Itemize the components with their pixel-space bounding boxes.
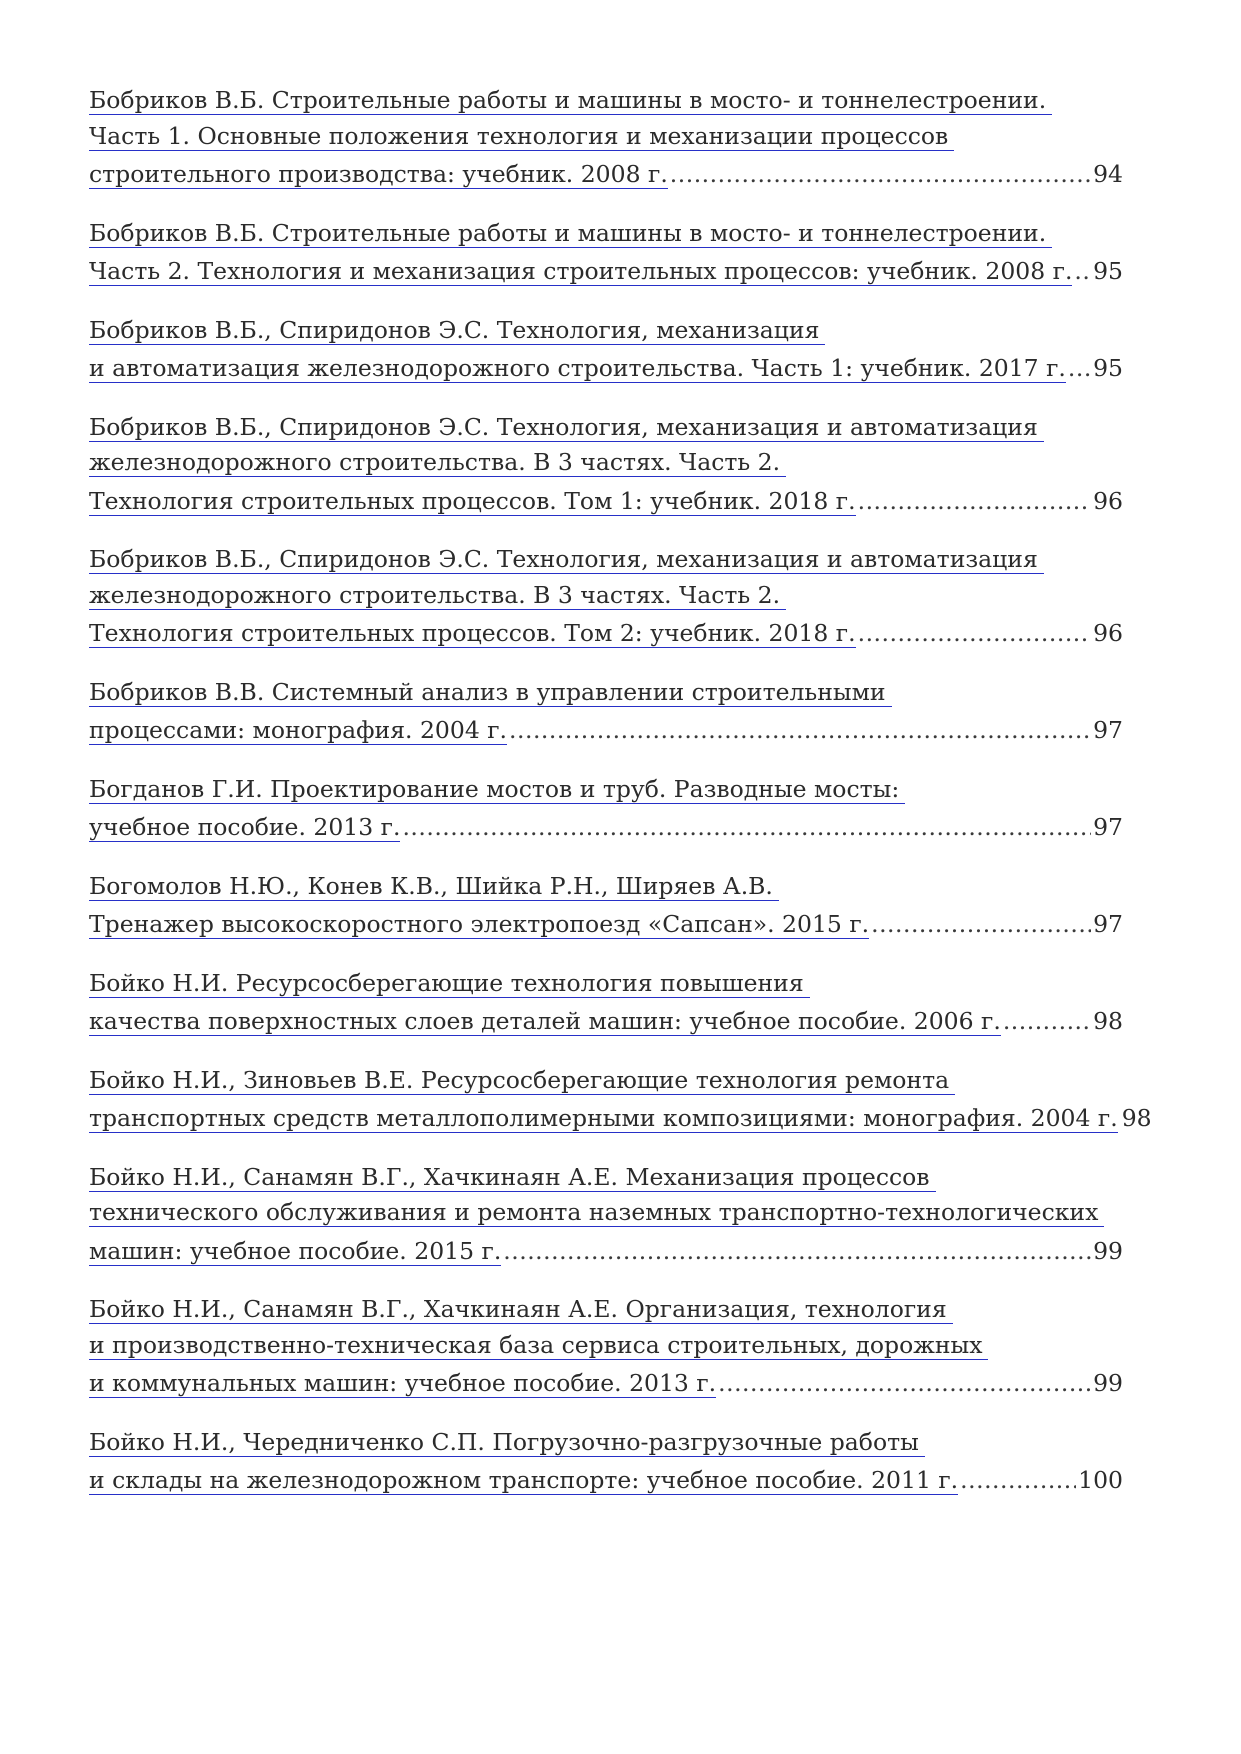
toc-entry-line [89, 1198, 1123, 1234]
toc-entry-last-line [89, 616, 1123, 652]
toc-entry-link[interactable]: Бобриков В.Б., Спиридонов Э.С. Технология, механизация и автоматизация [89, 545, 1044, 574]
toc-entry[interactable] [89, 775, 1123, 846]
toc-page-number[interactable]: 95 [1093, 354, 1123, 382]
toc-entry-line [89, 219, 1123, 255]
dot-leader [402, 810, 1091, 846]
toc-entry-link[interactable]: Бобриков В.Б. Строительные работы и машины в мосто- и тоннелестроении. [89, 219, 1052, 248]
dot-leader [718, 1366, 1091, 1402]
dot-leader [1003, 1004, 1091, 1040]
toc-entry[interactable] [89, 413, 1123, 520]
toc-entry[interactable] [89, 969, 1123, 1040]
toc-entry-link[interactable]: процессами: монография. 2004 г. [89, 716, 508, 744]
toc-entry[interactable] [89, 1295, 1123, 1402]
toc-entry-last-line [89, 484, 1123, 520]
toc-entry[interactable] [89, 1163, 1123, 1270]
toc-entry-link[interactable]: технического обслуживания и ремонта наземных транспортно-технологических [89, 1198, 1104, 1227]
toc-entry-link[interactable]: и производственно-техническая база сервиса строительных, дорожных [89, 1331, 988, 1360]
dot-leader [509, 713, 1091, 749]
toc-page-number[interactable]: 98 [1093, 1007, 1123, 1035]
toc-entry-link[interactable]: Часть 1. Основные положения технология и механизации процессов [89, 122, 954, 151]
toc-entry-link[interactable]: Бойко Н.И. Ресурсосберегающие технология повышения [89, 969, 810, 998]
dot-leader [1074, 254, 1091, 290]
toc-entry-line [89, 1163, 1123, 1199]
toc-entry-link[interactable]: Технология строительных процессов. Том 1: учебник. 2018 г. [89, 486, 856, 515]
toc-entry-line [89, 775, 1123, 811]
toc-entry-line [89, 1428, 1123, 1464]
toc-entry-last-line [89, 1234, 1123, 1270]
dot-leader [960, 1463, 1076, 1499]
toc-entry[interactable] [89, 678, 1123, 749]
toc-entry[interactable] [89, 316, 1123, 387]
toc-entry-line [89, 1295, 1123, 1331]
toc-entry-line [89, 678, 1123, 714]
toc-entry-line [89, 448, 1123, 484]
toc-page-number[interactable]: 100 [1078, 1466, 1123, 1494]
toc-entry-line [89, 545, 1123, 581]
toc-entry-last-line [89, 157, 1123, 193]
toc-entry-link[interactable]: и коммунальных машин: учебное пособие. 2013 г. [89, 1369, 717, 1397]
dot-leader [1068, 351, 1091, 387]
toc-page-number[interactable]: 96 [1093, 486, 1123, 515]
toc-entry[interactable] [89, 1065, 1152, 1137]
toc-entry-link[interactable]: Бобриков В.Б., Спиридонов Э.С. Технология, механизация и автоматизация [89, 413, 1044, 442]
dot-leader [503, 1234, 1091, 1270]
toc-page-number[interactable]: 97 [1093, 813, 1123, 841]
toc-entry-last-line [89, 1463, 1123, 1499]
toc-entry-link[interactable]: Бобриков В.В. Системный анализ в управлении строительными [89, 678, 892, 707]
toc-entry-link[interactable]: Бойко Н.И., Чередниченко С.П. Погрузочно-разгрузочные работы [89, 1428, 925, 1457]
toc-entry-link[interactable]: строительного производства: учебник. 2008 г. [89, 160, 668, 188]
toc-page-number[interactable]: 99 [1093, 1369, 1123, 1397]
toc-entry[interactable] [89, 219, 1123, 290]
dot-leader [858, 616, 1092, 652]
toc-page-number[interactable]: 97 [1093, 910, 1123, 938]
toc-entry-line [89, 969, 1123, 1005]
toc-entry-last-line [89, 907, 1123, 943]
toc-entry[interactable] [89, 1428, 1123, 1499]
toc-entry-link[interactable]: и автоматизация железнодорожного строительства. Часть 1: учебник. 2017 г. [89, 354, 1066, 382]
toc-entry-last-line [89, 713, 1123, 749]
toc-entry-link[interactable]: Бобриков В.Б. Строительные работы и машины в мосто- и тоннелестроении. [89, 86, 1052, 115]
toc-entry-link[interactable]: железнодорожного строительства. В 3 частях. Часть 2. [89, 448, 786, 477]
toc-entry-line [89, 581, 1123, 617]
toc-entry-link[interactable]: железнодорожного строительства. В 3 частях. Часть 2. [89, 581, 786, 610]
toc-page-number[interactable]: 95 [1093, 257, 1123, 285]
toc-entry[interactable] [89, 872, 1123, 943]
toc-page-number[interactable]: 96 [1093, 619, 1123, 647]
toc-entry-last-line [89, 1004, 1123, 1040]
toc-entry-last-line [89, 351, 1123, 387]
dot-leader [858, 484, 1092, 520]
toc-entry-link[interactable]: качества поверхностных слоев деталей машин: учебное пособие. 2006 г. [89, 1007, 1001, 1035]
toc-entry-link[interactable]: Богданов Г.И. Проектирование мостов и труб. Разводные мосты: [89, 775, 905, 804]
toc-entry-last-line [89, 1366, 1123, 1402]
toc-entry-link[interactable]: Технология строительных процессов. Том 2: учебник. 2018 г. [89, 619, 856, 647]
toc-entry-link[interactable]: Бойко Н.И., Санамян В.Г., Хачкинаян А.Е. Организация, технология [89, 1295, 953, 1324]
toc-entry-line [89, 872, 1123, 908]
dot-leader [871, 907, 1091, 943]
toc-page-number[interactable]: 98 [1121, 1104, 1152, 1132]
toc-entry-link[interactable]: Бобриков В.Б., Спиридонов Э.С. Технология, механизация [89, 316, 825, 345]
toc-page-number[interactable]: 99 [1093, 1236, 1123, 1265]
toc-entry-link[interactable]: Тренажер высокоскоростного электропоезд «Сапсан». 2015 г. [89, 910, 870, 938]
toc-entry-link[interactable]: транспортных средств металлополимерными композициями: монография. 2004 г. [89, 1104, 1118, 1132]
toc-entry[interactable] [89, 86, 1123, 193]
toc-entry-line [89, 413, 1123, 449]
toc-entry-line [89, 122, 1123, 158]
toc-entry-line [89, 1331, 1123, 1367]
toc-entry-link[interactable]: Богомолов Н.Ю., Конев К.В., Шийка Р.Н., Ширяев А.В. [89, 872, 779, 901]
toc-entry-link[interactable]: учебное пособие. 2013 г. [89, 813, 401, 841]
toc-entry-link[interactable]: Бойко Н.И., Зиновьев В.Е. Ресурсосберегающие технология ремонта [89, 1066, 955, 1095]
toc-entry-line [89, 1066, 1123, 1102]
toc-entry-link[interactable]: машин: учебное пособие. 2015 г. [89, 1236, 502, 1265]
toc-entry-last-line [89, 1101, 1152, 1137]
toc-entry-line [89, 316, 1123, 352]
toc-entry-link[interactable]: и склады на железнодорожном транспорте: учебное пособие. 2011 г. [89, 1466, 959, 1494]
table-of-contents [89, 86, 1152, 1499]
toc-entry-last-line [89, 254, 1123, 290]
toc-entry-link[interactable]: Бойко Н.И., Санамян В.Г., Хачкинаян А.Е. Механизация процессов [89, 1163, 936, 1192]
toc-page-number[interactable]: 94 [1093, 160, 1123, 188]
toc-entry[interactable] [89, 545, 1123, 652]
toc-entry-last-line [89, 810, 1123, 846]
dot-leader [670, 157, 1091, 193]
toc-page-number[interactable]: 97 [1093, 716, 1123, 744]
toc-entry-link[interactable]: Часть 2. Технология и механизация строительных процессов: учебник. 2008 г. [89, 257, 1073, 285]
toc-entry-line [89, 86, 1123, 122]
